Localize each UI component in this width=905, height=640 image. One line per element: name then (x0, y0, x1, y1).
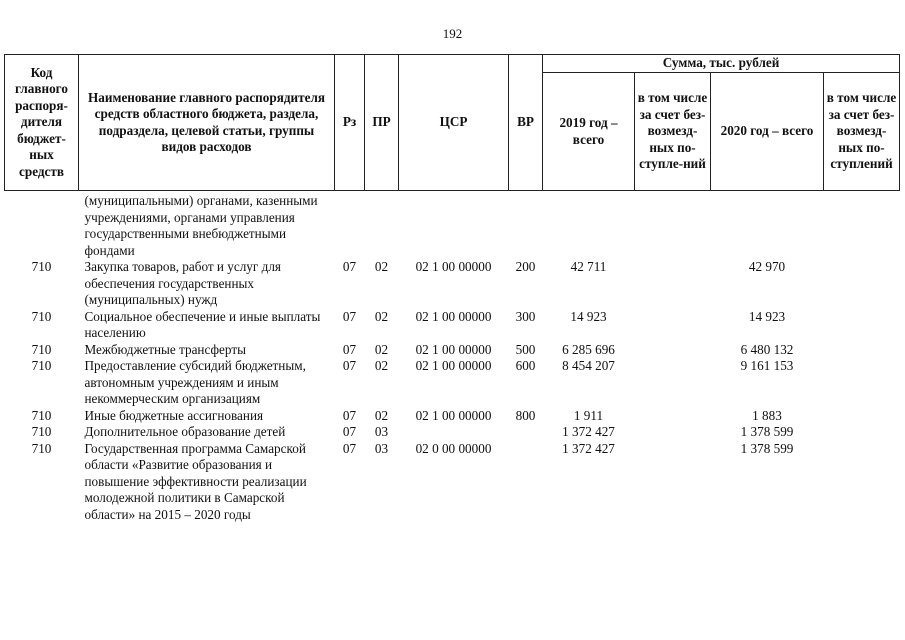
cell-2019-free (635, 309, 711, 342)
cell-2020-free (824, 358, 900, 408)
cell-vr (509, 424, 543, 441)
header-2020-free: в том числе за счет без-возмезд-ных по-ступлений (824, 73, 900, 191)
cell-pr: 02 (374, 259, 389, 274)
cell-2019-free (635, 358, 711, 408)
cell-2019-free (635, 259, 711, 309)
table-body (5, 191, 900, 524)
cell-code: 710 (31, 358, 52, 373)
header-sum-group: Сумма, тыс. рублей (543, 55, 900, 73)
cell-csr: 02 1 00 00000 (415, 259, 492, 274)
cell-2019-free (635, 441, 711, 524)
table-row (5, 309, 900, 342)
cell-code: 710 (31, 308, 52, 324)
cell-rz: 07 (342, 308, 357, 324)
cell-2020-free (824, 441, 900, 524)
cell-2019: 6 285 696 (562, 341, 615, 357)
cell-2019: 1 372 427 (562, 440, 615, 456)
header-vr: ВР (509, 55, 543, 191)
cell-2019-free (635, 424, 711, 441)
cell-2020: 6 480 132 (740, 341, 794, 357)
cell-2019: 42 711 (570, 259, 607, 274)
cell-code: 710 (31, 259, 52, 274)
cell-pr (365, 191, 399, 260)
cell-2020-free (824, 309, 900, 342)
cell-2020-free (824, 259, 900, 309)
cell-vr: 800 (515, 407, 536, 423)
header-name: Наименование главного распорядителя средств областного бюджета, раздела, подраздела, целевой статьи, группы видов расходов (79, 55, 335, 191)
cell-csr: 02 1 00 00000 (415, 341, 492, 357)
cell-code (5, 191, 79, 260)
cell-csr: 02 0 00 00000 (415, 440, 492, 456)
cell-code: 710 (31, 424, 52, 439)
cell-code: 710 (31, 440, 52, 456)
cell-csr (399, 424, 509, 441)
cell-name: Межбюджетные трансферты (84, 341, 246, 357)
table-row (5, 342, 900, 359)
cell-rz: 07 (342, 407, 357, 423)
cell-vr: 600 (515, 358, 536, 373)
header-code: Код главного распоря-дителя бюджет-ных средств (5, 55, 79, 191)
header-pr: ПР (365, 55, 399, 191)
cell-2020: 1 378 599 (740, 424, 794, 439)
cell-vr (509, 441, 543, 524)
cell-csr (399, 191, 509, 260)
cell-pr: 02 (374, 308, 389, 324)
cell-pr: 02 (374, 358, 389, 373)
budget-table (4, 54, 900, 523)
cell-pr: 03 (374, 440, 389, 456)
header-2020-total: 2020 год – всего (711, 73, 824, 191)
cell-2020: 9 161 153 (740, 358, 794, 373)
cell-code: 710 (31, 341, 52, 357)
table-row (5, 441, 900, 524)
cell-2020-free (824, 191, 900, 260)
page-number: 192 (442, 26, 463, 41)
cell-2020: 42 970 (748, 259, 786, 274)
table-row (5, 259, 900, 309)
cell-vr: 200 (515, 259, 536, 274)
cell-name: (муниципальными) органами, казенными учреждениями, органами управления государственными внебюджетными фондами (84, 193, 318, 258)
cell-vr: 500 (515, 341, 536, 357)
cell-2019: 8 454 207 (562, 358, 615, 373)
table-row (5, 424, 900, 441)
cell-2019: 1 372 427 (562, 424, 615, 439)
cell-name: Иные бюджетные ассигнования (84, 407, 264, 423)
cell-2019 (543, 191, 635, 260)
cell-name: Государственная программа Самарской области «Развитие образования и повышение эффективности реализации молодежной политики в Самарской области» на 2015 – 2020 годы (84, 440, 307, 522)
cell-csr: 02 1 00 00000 (415, 358, 492, 373)
cell-2020-free (824, 342, 900, 359)
cell-rz: 07 (342, 341, 357, 357)
cell-2019-free (635, 408, 711, 425)
cell-name: Дополнительное образование детей (84, 424, 286, 439)
cell-2020 (711, 191, 824, 260)
cell-2019-free (635, 342, 711, 359)
table-row (5, 358, 900, 408)
cell-2019-free (635, 191, 711, 260)
cell-pr: 02 (374, 407, 389, 423)
cell-2019: 1 911 (573, 407, 604, 423)
cell-csr: 02 1 00 00000 (415, 308, 492, 324)
cell-name: Предоставление субсидий бюджетным, автономным учреждениям и иным некоммерческим организациям (84, 358, 306, 406)
cell-2020: 14 923 (748, 308, 786, 324)
table-row (5, 408, 900, 425)
cell-name: Закупка товаров, работ и услуг для обеспечения государственных (муниципальных) нужд (84, 259, 281, 307)
cell-2020-free (824, 424, 900, 441)
cell-pr: 03 (374, 424, 389, 439)
cell-name: Социальное обеспечение и иные выплаты населению (84, 308, 321, 340)
cell-2020-free (824, 408, 900, 425)
cell-pr: 02 (374, 341, 389, 357)
cell-vr (509, 191, 543, 260)
cell-vr: 300 (515, 308, 536, 324)
cell-2019: 14 923 (570, 308, 607, 324)
cell-csr: 02 1 00 00000 (415, 407, 492, 423)
table-header (5, 55, 900, 191)
cell-rz (335, 191, 365, 260)
header-rz: Рз (335, 55, 365, 191)
cell-2020: 1 378 599 (740, 440, 794, 456)
header-csr: ЦСР (399, 55, 509, 191)
cell-rz: 07 (342, 424, 357, 439)
cell-2020: 1 883 (752, 407, 782, 423)
table-row (5, 191, 900, 260)
cell-code: 710 (31, 407, 52, 423)
cell-rz: 07 (342, 358, 357, 373)
cell-rz: 07 (342, 259, 357, 274)
cell-rz: 07 (342, 440, 357, 456)
header-2019-total: 2019 год – всего (543, 73, 635, 191)
header-2019-free: в том числе за счет без-возмезд-ных по-ступле-ний (635, 73, 711, 191)
